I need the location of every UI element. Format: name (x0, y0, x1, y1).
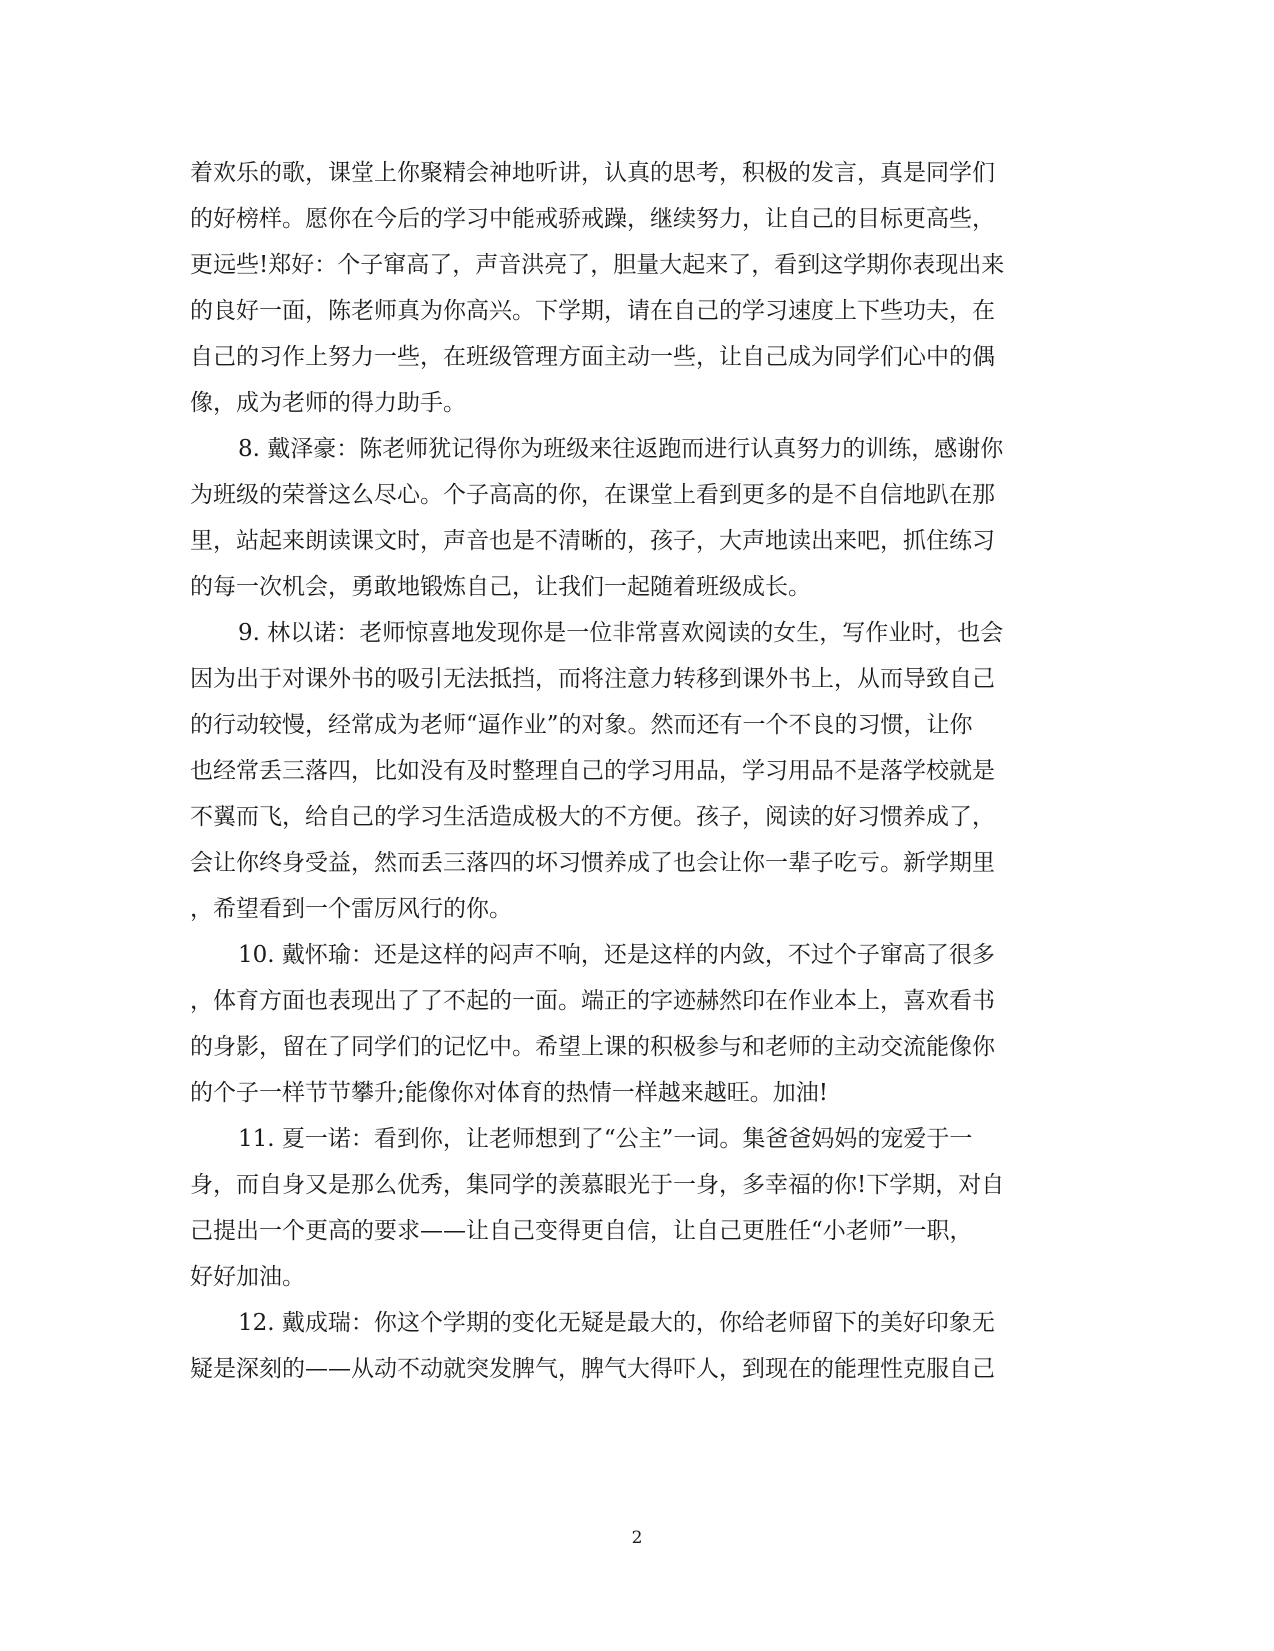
text-line: 的行动较慢，经常成为老师“逼作业”的对象。然而还有一个不良的习惯，让你 (190, 712, 973, 738)
text-line: 的良好一面，陈老师真为你高兴。下学期，请在自己的学习速度上下些功夫，在 (190, 298, 995, 324)
text-line: 着欢乐的歌，课堂上你聚精会神地听讲，认真的思考，积极的发言，真是同学们 (190, 160, 995, 186)
text-line: 身，而自身又是那么优秀，集同学的羡慕眼光于一身，多幸福的你!下学期，对自 (190, 1172, 1005, 1198)
text-line: 为班级的荣誉这么尽心。个子高高的你，在课堂上看到更多的是不自信地趴在那 (190, 482, 995, 508)
text-line: 疑是深刻的——从动不动就突发脾气，脾气大得吓人，到现在的能理性克服自己 (190, 1356, 995, 1382)
paragraph-start-10: 10. 戴怀瑜：还是这样的闷声不响，还是这样的内敛，不过个子窜高了很多 (238, 942, 995, 968)
text-line: 的身影，留在了同学们的记忆中。希望上课的积极参与和老师的主动交流能像你 (190, 1034, 995, 1060)
paragraph-start-8: 8. 戴泽豪：陈老师犹记得你为班级来往返跑而进行认真努力的训练，感谢你 (238, 436, 1004, 462)
text-line: 己提出一个更高的要求——让自己变得更自信，让自己更胜任“小老师”一职， (190, 1218, 973, 1244)
text-line: 里，站起来朗读课文时，声音也是不清晰的，孩子，大声地读出来吧，抓住练习 (190, 528, 995, 554)
text-line: 更远些!郑好：个子窜高了，声音洪亮了，胆量大起来了，看到这学期你表现出来 (190, 252, 1005, 278)
text-line: 好好加油。 (190, 1264, 305, 1290)
paragraph-start-9: 9. 林以诺：老师惊喜地发现你是一位非常喜欢阅读的女生，写作业时，也会 (238, 620, 1004, 646)
text-line: 因为出于对课外书的吸引无法抵挡，而将注意力转移到课外书上，从而导致自己 (190, 666, 995, 692)
text-line: 自己的习作上努力一些，在班级管理方面主动一些，让自己成为同学们心中的偶 (190, 344, 995, 370)
text-line: 像，成为老师的得力助手。 (190, 390, 466, 416)
text-line: 会让你终身受益，然而丢三落四的坏习惯养成了也会让你一辈子吃亏。新学期里 (190, 850, 995, 876)
text-line: ，希望看到一个雷厉风行的你。 (190, 896, 512, 922)
text-line: 也经常丢三落四，比如没有及时整理自己的学习用品，学习用品不是落学校就是 (190, 758, 995, 784)
paragraph-start-11: 11. 夏一诺：看到你，让老师想到了“公主”一词。集爸爸妈妈的宠爱于一 (238, 1126, 973, 1152)
text-line: 的每一次机会，勇敢地锻炼自己，让我们一起随着班级成长。 (190, 574, 811, 600)
page-number: 2 (631, 1528, 643, 1548)
text-line: 的好榜样。愿你在今后的学习中能戒骄戒躁，继续努力，让自己的目标更高些， (190, 206, 995, 232)
text-line: 不翼而飞，给自己的学习生活造成极大的不方便。孩子，阅读的好习惯养成了， (190, 804, 995, 830)
paragraph-start-12: 12. 戴成瑞：你这个学期的变化无疑是最大的，你给老师留下的美好印象无 (238, 1310, 995, 1336)
text-line: ，体育方面也表现出了了不起的一面。端正的字迹赫然印在作业本上，喜欢看书 (190, 988, 995, 1014)
text-line: 的个子一样节节攀升;能像你对体育的热情一样越来越旺。加油! (190, 1080, 828, 1106)
